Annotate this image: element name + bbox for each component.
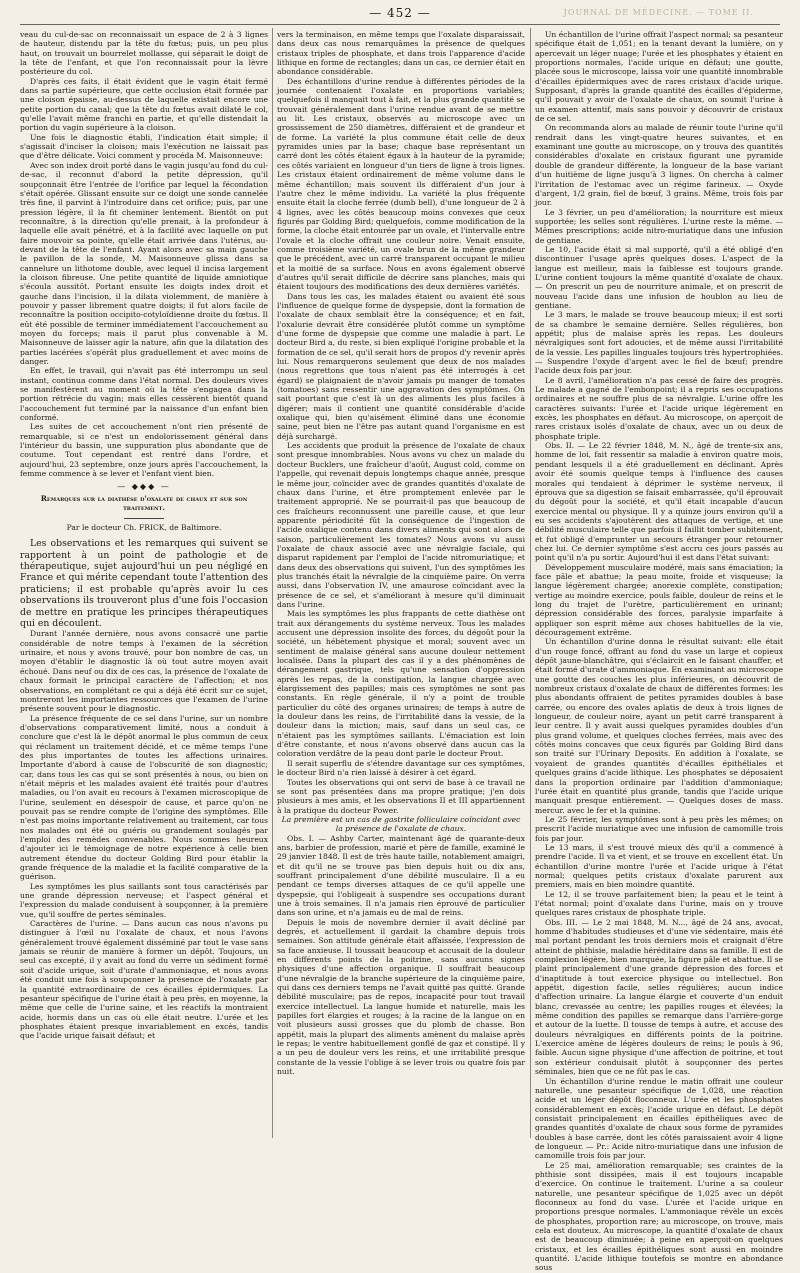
running-header-ghost: JOURNAL DE MÉDECINE. — TOME II. (563, 8, 754, 17)
paragraph: D'après ces faits, il était évident que le vagin était fermé dans sa partie supérieure, que cette occlusion était formée par une cloison épaisse, au-dessus de laquelle existait encore une petite portion du canal; que la tête du fœtus avait dilaté le col, qu'elle l'avait même franchi en partie, et qu'elle distendait la portion du vagin supérieure à la cloison. (20, 76, 268, 133)
paragraph: Les accidents que produit la présence de l'oxalate de chaux sont presque innombrables. Nous avons vu chez un malade du docteur Bucklers, une fraîcheur d'août, August cold, comme on l'appelle, qui revenait depuis longtemps chaque année, presque le même jour, coïncider avec de grandes quantités d'oxalate de chaux dans l'urine, et être promptement enlevée par le traitement approprié. Ne se pourrait-il pas que beaucoup de ces fraîcheurs reconnussent une pareille cause, et que leur apparente périodicité fût la conséquence de l'ingestion de l'acide oxalique contenu dans divers aliments qui sont alors de saison, particulièrement les tomates? Nous avons vu aussi l'oxalate de chaux associé avec une névralgie faciale, qui disparut rapidement par l'emploi de l'acide nitromuriatique; et dans deux des observations qui suivent, l'un des symptômes les plus tranchés était la névralgie de la cinquième paire. On verra aussi, dans l'observation IV, une amaurose coïncidant avec la présence de ce sel, et s'améliorant à mesure qu'il diminuait dans l'urine. (277, 441, 525, 609)
column-1 (20, 30, 268, 1136)
lead-paragraph: Les observations et les remarques qui suivent se rapportent à un point de pathologie et de thérapeutique, sujet aujourd'hui un peu négligé en France et qui mérite cependant toute l'attention des praticiens; il est probable qu'après avoir lu ces observations ils trouveront plus d'une fois l'occasion de mettre en pratique les principes thérapeutiques qui en découlent. (20, 538, 268, 630)
paragraph: La présence fréquente de ce sel dans l'urine, sur un nombre d'observations comparativement limité, nous a conduit à conclure que c'est là le dépôt anormal le plus commun de ceux qui réclament un traitement décidé, et ce même temps l'une des plus importantes de toutes les affections urinaires. Importante d'abord à cause de l'obscurité de son diagnostic; car, dans tous les cas qui se sont présentés à nous, ou bien on n'était mépris et les malades avaient été traités pour d'autres maladies, ou l'on avait eu recours à l'examen microscopique de l'urine, seulement en désespoir de cause, et parce qu'on ne pouvait pas se rendre compte de l'origine des symptômes. Elle n'est pas moins importante relativement au traitement, car tous nos malades ont été ou guéris ou grandement soulagés par l'emploi des remèdes convenables. Nous sommes heureux d'ajouter ici le témoignage de notre expérience à celle bien autrement étendue du docteur Golding Bird pour établir la grande fréquence de la maladie et la facilité comparative de la guérison. (20, 713, 268, 882)
paragraph: Caractères de l'urine. — Dans aucun cas nous n'avons pu distinguer à l'œil nu l'oxalate de chaux, et nous l'avons généralement trouvé également disséminé par tout le vase sans jamais se réunir de manière à former un dépôt. Toujours, un seul cas excepté, il y avait au fond du verre un sédiment formé soit d'acide urique, soit d'urate d'ammoniaque, et nous avons été conduit une fois à soupçonner la présence de l'oxalate par la quantité extraordinaire de ces écailles épidermiques. La pesanteur spécifique de l'urine était à peu près, en moyenne, la même que celle de l'urine saine, et les réactifs la montraient acide, hormis dans un cas où elle était neutre. L'urée et les phosphates étaient presque invariablement en excès, tandis que l'acide urique faisait défaut; et (20, 919, 268, 1041)
paragraph: Le 8 avril, l'amélioration n'a pas cessé de faire des progrès. Le malade a gagné de l'embonpoint; il a repris ses occupations ordinaires et ne souffre plus de sa névralgie. L'urine offre les caractères suivants: l'urée et l'acide urique légèrement en excès, les phosphates en défaut. Au microscope, on aperçoit de rares cristaux isolés d'oxalate de chaux, avec un ou deux de phosphate triple. (535, 375, 783, 441)
paragraph: Depuis le mois de novembre dernier il avait décliné par degrés, et actuellement il gardait la chambre depuis trois semaines. Son attitude générale était affaissée, l'expression de sa face anxieuse. Il toussait beaucoup et accusait de la douleur en différents points de la poitrine, sans aucuns signes physiques d'une affection organique. Il souffrait beaucoup d'une névralgie de la branche supérieure de la cinquième paire, qui dans ces derniers temps ne l'avait quitté pas quitté. Grande débilité musculaire; pas de repos, incapacité pour tout travail exercice intellectuel. La langue humide et naturelle, mais les papilles fort élargies et rouges; à la racine de la langue on en voit plusieurs aussi grosses que du plomb de chasse. Bon appétit, mais la plupart des aliments amènent du malaise après le repas; le ventre habituellement gonflé de gaz et constipé. Il y a un peu de douleur vers les reins, et une irritabilité presque constante de la vessie l'oblige à se lever trois ou quatre fois par nuit. (277, 917, 525, 1077)
paragraph: Les suites de cet accouchement n'ont rien présenté de remarquable, si ce n'est un endolorissement général dans l'intérieur du bassin, une suppuration plus abondante que de coutume. Tout cependant est rentré dans l'ordre, et aujourd'hui, 23 septembre, onze jours après l'accouchement, la femme commence à se lever et l'enfant vient bien. (20, 422, 268, 479)
paragraph: vers la terminaison, en même temps que l'oxalate disparaissait, dans deux cas nous remarquâmes la présence de quelques cristaux triples de phosphate, et dans trois l'apparence d'acide lithique en forme de rectangles; dans un cas, ce dernier était en abondance considérable. (277, 30, 525, 77)
paragraph: Obs. III. — Le 2 mai 1848, M. N..., âgé de 24 ans, avocat, homme d'habitudes studieuses et d'une vie sédentaire, mais été mal portant pendant les trois derniers mois et craignait d'être atteint de phthisie, maladie héréditaire dans sa famille. Il est de complexion légère, bien marquée, la figure pâle et abattue. Il se plaint principalement d'une grande dépression des forces et d'inaptitude à tout exercice physique ou intellectuel. Bon appétit, digestion facile, selles régulières; aucun indice d'affection urinaire. La langue élargie et couverte d'un enduit blanc, crevassée au centre; les papilles rouges et élevées; la même condition des papilles se remarque dans l'arrière-gorge et autour de la luette. Il tousse de temps à autre, et accuse des douleurs névralgiques en différents points de la poitrine. L'exercice amène de légères douleurs de reins; le pouls à 96, faible. Aucun signe physique d'une affection de poitrine, et tout son extérieur conduisait plutôt à soupçonner des pertes séminales, bien que ce ne fût pas le cas. (535, 917, 783, 1077)
short-rule (124, 518, 164, 519)
column-divider (530, 28, 531, 1138)
paragraph: Mais les symptômes les plus frappants de cette diathèse ont trait aux dérangements du système nerveux. Tous les malades accusent une dépression insolite des forces, du dégoût pour la société, un hébètement physique et moral; souvent avec un sentiment de malaise général sans aucune douleur nettement localisée. Dans la plupart des cas il y a des phénomènes de dérangement gastrique, tels qu'une sensation d'oppression après les repas, de la constipation, la langue chargée avec élargissement des papilles; mais ces symptômes ne sont pas constants. En règle générale, il n'y a point de trouble particulier du côté des organes urinaires; de temps à autre de la douleur dans les reins, de l'irritabilité dans la vessie, de la douleur dans la miction; mais, sauf dans un seul cas, ce n'étaient pas les symptômes saillants. L'émaciation est loin d'être constante, et nous n'avons observé dans aucun cas la coloration verdâtre de la peau dont parle le docteur Prout. (277, 609, 525, 759)
paragraph: Toutes les observations qui ont servi de base à ce travail ne se sont pas présentées dans ma propre pratique; j'en dois plusieurs à mes amis, et les observations II et III appartiennent à la pratique du docteur Power. (277, 777, 525, 815)
paragraph: Le 12, il se trouve parfaitement bien; la peau et le teint à l'état normal; point d'oxalate dans l'urine, mais on y trouve quelques rares cristaux de phosphate triple. (535, 889, 783, 918)
section-ornament: — ◆◆◆ — (117, 481, 171, 491)
paragraph: Les symptômes les plus saillants sont tous caractérisés par une grande dépression nerveuse; et l'aspect général et l'expression du malade conduisent à soupçonner, à la première vue, qu'il souffre de pertes séminales. (20, 881, 268, 919)
paragraph: Le 3 mars, le malade se trouve beaucoup mieux; il est sorti de sa chambre le semaine dernière. Selles régulières, bon appétit; plus de malaise après les repas. Les douleurs névralgiques sont fort adoucies, et de même aussi l'irritabilité de la vessie. Les papilles linguales toujours très hypertrophiées. — Suspendre l'oxyde d'argent avec le fiel de bœuf; prendre l'acide deux fois par jour. (535, 310, 783, 376)
paragraph: Avec son index droit porté dans le vagin jusqu'au fond du cul-de-sac, il reconnut d'abord la petite dépression, qu'il soupçonnait être l'entrée de l'orifice par lequel la fécondation s'était opérée. Glissant ensuite sur ce doigt une sonde cannelée très fine, il parvint à l'introduire dans cet orifice; puis, par une pression légère, il la fit cheminer lentement. Bientôt on put reconnaître, à la direction qu'elle prenait, à la profondeur à laquelle elle avait pénétré, et à la facilité avec laquelle on put faire mouvoir sa pointe, qu'elle était arrivée dans l'utérus, au-devant de la tête de l'enfant. Ayant alors avec sa main gauche le pavillon de la sonde, M. Maisonneuve glissa dans sa cannelure un lithotome double, avec lequel il incisa largement la cloison fibreuse. Une petite quantité de liquide amniotique s'écoula aussitôt. Portant ensuite les doigts index droit et gauche dans l'incision, il la dilata violemment, de manière à pouvoir y passer librement quatre doigts; il fut alors facile de reconnaître la position occipito-cotyloïdienne droite du fœtus. Il eût été possible de terminer immédiatement l'accouchement au moyen du forceps; mais il parut plus convenable à M. Maisonneuve de laisser agir la nature, afin que la dilatation des parties lacérées s'opérât plus graduellement et avec moins de danger. (20, 160, 268, 367)
case-heading: La première est un cas de gastrite folliculaire coïncidant avec la présence de l'oxalate de chaux. (281, 814, 521, 834)
header-rule (20, 24, 780, 25)
paragraph: Durant l'année dernière, nous avons consacré une partie considérable de notre temps à l'examen de la sécrétion urinaire, et nous y avons trouvé, pour bon nombre de cas, un moyen d'établir le diagnostic là où tout autre moyen avait échoué. Dans neuf ou dix de ces cas, la présence de l'oxalate de chaux formait le principal caractère de l'affection; et nos observations, en complétant ce qui a déjà été écrit sur ce sujet, montreront les importantes ressources que l'examen de l'urine présente souvent pour le diagnostic. (20, 629, 268, 714)
article-title: Remarques sur la diathèse d'oxalate de chaux et sur son traitement. (40, 493, 248, 512)
paragraph: Obs. I. — Ashby Carter, maintenant âgé de quarante-deux ans, barbier de profession, marié et père de famille, examiné le 29 janvier 1848. Il est de très haute taille, notablement amaigri, et dit qu'il ne se trouve pas bien depuis huit ou dix ans, souffrant principalement d'une débilité musculaire. Il a eu pendant ce temps diverses attaques de ce qu'il appelle une dyspepsie, qui l'obligeait à suspendre ses occupations durant une à trois semaines. Il n'a jamais rien éprouvé de particulier dans son urine, et n'a jamais eu de mal de reins. (277, 833, 525, 918)
paragraph: Dans tous les cas, les malades étaient ou avaient été sous l'influence de quelque forme de dyspepsie, dont la formation de l'oxalate de chaux semblait être la conséquence; et en fait, l'oxalurie devrait être considérée plutôt comme un symptôme d'une forme de dyspepsie que comme une maladie à part. Le docteur Bird a, du reste, si bien expliqué l'origine probable et la formation de ce sel, qu'il serait hors de propos d'y revenir après lui. Nous remarquerons seulement que deux de nos malades (nous regrettons que tous n'aient pas été interrogés à cet égard) se plaignaient de n'avoir jamais pu manger de tomates (tomatoes) sans ressentir une aggravation des symptômes. On sait pourtant que c'est là un des aliments les plus faciles à digérer; mais il contient une quantité considérable d'acide oxalique qui, bien qu'aisément éliminé dans une économie saine, peut bien ne l'être pas autant quand l'organisme en est déjà surchargé. (277, 291, 525, 441)
article-byline: Par le docteur Ch. FRICK, de Baltimore. (66, 522, 222, 532)
paragraph: On recommanda alors au malade de réunir toute l'urine qu'il rendrait dans les vingt-quatre heures suivantes, et en examinant une goutte au microscope, on y trouva des quantités considérables d'oxalate en cristaux figurant une pyramide double de grandeur différente, la longueur de la base variant d'un huitième de ligne jusqu'à 3 lignes. On chercha à calmer l'irritation de l'estomac avec un régime farineux. — Oxyde d'argent, 1/2 grain, fiel de bœuf, 3 grains. Même, trois fois par jour. (535, 123, 783, 208)
paragraph: Le 25 février, les symptômes sont à peu près les mêmes; on prescrit l'acide muriatique avec une infusion de camomille trois fois par jour. (535, 814, 783, 843)
paragraph: Un échantillon d'urine donna le résultat suivant: elle était d'un rouge foncé, offrant au fond du vase un large et copieux dépôt jaune-blanchâtre, qui s'éclaircit en le faisant chauffer, et était formé d'urate d'ammoniaque. En examinant au microscope une goutte des couches les plus inférieures, on découvrit de nombreux cristaux d'oxalate de chaux de différentes formes: les plus abondants offraient de petites pyramides doubles à base carrée, ou encore des ovales aplatis de deux à trois lignes de longueur, de couleur noire, ayant un petit carré transparent à leur centre. Il y avait aussi quelques pyramides doubles d'un plus grand volume, et quelques cloches ferrées, mais avec des côtés moins concaves que ceux figurés par Golding Bird dans son traité sur l'Urinary Deposits. En addition à l'oxalate, se voyaient de grandes quantités d'écailles épithéliales et quelques grains d'acide lithique. Les phosphates se déposaient dans la proportion ordinaire par l'addition d'ammoniaque; l'urée était en quantité plus grande, tandis que l'acide urique manquait presque entièrement. — Quelques doses de mass. mercur. avec le fer et la quinine. (535, 637, 783, 815)
paragraph: Le 13 mars, il s'est trouvé mieux dès qu'il a commencé à prendre l'acide. Il va et vient, et se trouve en excellent état. Un échantillon d'urine montre l'urée et l'acide urique à l'état normal; quelques petits cristaux d'oxalate parurent aux premiers, mais en bien moindre quantité. (535, 842, 783, 890)
paragraph: Le 10, l'acide était si mal supporté, qu'il a été obligé d'en discontinuer l'usage après quelques doses. L'aspect de la langue est meilleur, mais la faiblesse est toujours grande. L'urine contient toujours la même quantité d'oxalate de chaux. — On prescrit un peu de nourriture animale, et on prescrit de nouveau l'acide dans une infusion de houblon au lieu de gentiane. (535, 244, 783, 310)
paragraph: Un échantillon de l'urine offrait l'aspect normal; sa pesanteur spécifique était de 1,051; en la tenant devant la lumière, on y apercevait un léger nuage; l'urée et les phosphates y étaient en proportions normales, l'acide urique en défaut; une goutte, placée sous le microscope, laissa voir une quantité innombrable d'écailles épidermiques avec de rares cristaux d'acide urique. Supposant, d'après la grande quantité des écailles d'épiderme, qu'il pouvait y avoir de l'oxalate de chaux, on soumit l'urine à un examen attentif, mais sans pouvoir y découvrir de cristaux de ce sel. (535, 30, 783, 124)
paragraph: Un échantillon d'urine rendue le matin offrait une couleur naturelle, une pesanteur spécifique de 1,028, une réaction acide et un léger dépôt floconneux. L'urée et les phosphates considérablement en excès; l'acide urique en défaut. Le dépôt consistait principalement en écailles épithéliques avec de grandes quantités d'oxalate de chaux sous forme de pyramides doubles à base carrée, dont les côtés paraissaient avoir 4 ligne de longueur. — Pr.: Acide nitro-muriatique dans une infusion de camomille trois fois par jour. (535, 1076, 783, 1161)
column-3 (535, 30, 783, 1273)
paragraph: Obs. II. — Le 22 février 1848, M. N., âgé de trente-six ans, homme de loi, fait ressentir sa maladie à environ quatre mois, pendant lesquels il a été graduellement en déclinant. Après avoir été soumis quelque temps à l'influence des causes morales qui tendaient à déprimer le système nerveux, il éprouva que sa digestion se faisait embarrassée, qu'il éprouvait du dégoût pour la société, et qu'il était incapable d'aucun exercice mental ou physique. Il y a quinze jours environ qu'il a eu ses accidents s'ajoutèrent des attaques de vertige, et une débilité musculaire telle que parfois il faillit tomber subitement, et fut obligé d'emprunter un secours étranger pour retourner chez lui. Ce dernier symptôme s'est accru ces jours passés au point qu'il n'a pu sortir. Aujourd'hui il est dans l'état suivant: (535, 441, 783, 563)
paragraph: Le 25 mai, amélioration remarquable; ses craintes de la phthisie sont dissipées, mais il est toujours incapable d'exercice. On continue le traitement. L'urine a sa couleur naturelle, une pesanteur spécifique de 1,025 avec un dépôt floconneux au fond du vase. L'urée et l'acide urique en proportions presque normales. L'ammoniaque révèle un excès de phosphates, proportion rare; au microscope, on trouve, mais cela est douteux. Au microscope, la quantité d'oxalate de chaux est de beaucoup diminuée; à peine en aperçoit-on quelques cristaux, et les écailles épithéliques sont aussi en moindre quantité. L'acide lithique toutefois se montre en abondance sous (535, 1160, 783, 1273)
paragraph: Des échantillons d'urine rendue à différentes périodes de la journée contenaient l'oxalate en proportions variables; quelquefois il manquait tout à fait, et la plus grande quantité se trouvait généralement dans l'urine rendue avant de se mettre au lit. Les cristaux, observés au microscope avec un grossissement de 250 diamètres, différaient et de grandeur et de forme. La variété la plus commune était celle de deux pyramides unies par la base; chaque base représentant un carré dont les côtés étaient égaux à la hauteur de la pyramide; ces côtés variaient en longueur d'un tiers de ligne à trois lignes. Les cristaux étaient ordinairement de même volume dans le même échantillon; mais souvent ils différaient d'un jour à l'autre chez le même individu. La variété la plus fréquente ensuite était la cloche ferrée (dumb bell), d'une longueur de 2 à 4 lignes, avec les côtés beaucoup moins convexes que ceux figurés par Golding Bird; quelquefois, comme modification de la forme, la cloche était entourée par un ovale, et l'intervalle entre l'ovale et la cloche offrait une couleur noire. Venait ensuite, comme troisième variété, un ovale brun de la même grandeur que le précédent, avec un carré transparent occupant le milieu et la moitié de sa surface. Nous en avons également observé d'autres qu'il serait difficile de décrire sans planches, mais qui étaient toujours des modifications des deux dernières variétés. (277, 76, 525, 292)
paragraph: En effet, le travail, qui n'avait pas été interrompu un seul instant, continua comme dans l'état normal. Des douleurs vives se manifestèrent au moment où la tête s'engagea dans la portion rétrécie du vagin; mais elles cessèrent bientôt quand l'accouchement fut terminé par la naissance d'un enfant bien conformé. (20, 366, 268, 423)
paragraph: veau du cul-de-sac on reconnaissait un espace de 2 à 3 lignes de hauteur, distendu par la tête du fœtus; puis, un peu plus haut, on trouvait un bourrelet mollasse, qui séparait le doigt de la tête de l'enfant, et que l'on reconnaissait pour la lèvre postérieure du col. (20, 30, 268, 77)
column-2 (277, 30, 525, 1136)
paragraph: Développement musculaire modéré, mais sans émaciation; la face pâle et abattue; la peau moite, froide et visqueuse; la langue légèrement chargée; anorexie complète, constipation; vertige au moindre exercice, pouls faible, douleur de reins et le long du trajet de l'urètre, particulièrement en urinant; dépression considérable des forces, paralysie imparfaite à appliquer son esprit même aux choses habituelles de la vie, découragement extrême. (535, 562, 783, 637)
page-number: — 452 — (369, 6, 431, 20)
column-divider (272, 28, 273, 1138)
paragraph: Une fois le diagnostic établi, l'indication était simple; il s'agissait d'inciser la cloison; mais l'exécution ne laissait pas que d'être délicate. Voici comment y procéda M. Maisonneuve: (20, 132, 268, 161)
paragraph: Le 3 février, un peu d'amélioration; la nourriture est mieux supportée; les selles sont régulières. L'urine reste la même. — Mêmes prescriptions; acide nitro-muriatique dans une infusion de gentiane. (535, 207, 783, 245)
paragraph: Il serait superflu de s'étendre davantage sur ces symptômes, le docteur Bird n'a rien laissé à désirer à cet égard. (277, 758, 525, 778)
